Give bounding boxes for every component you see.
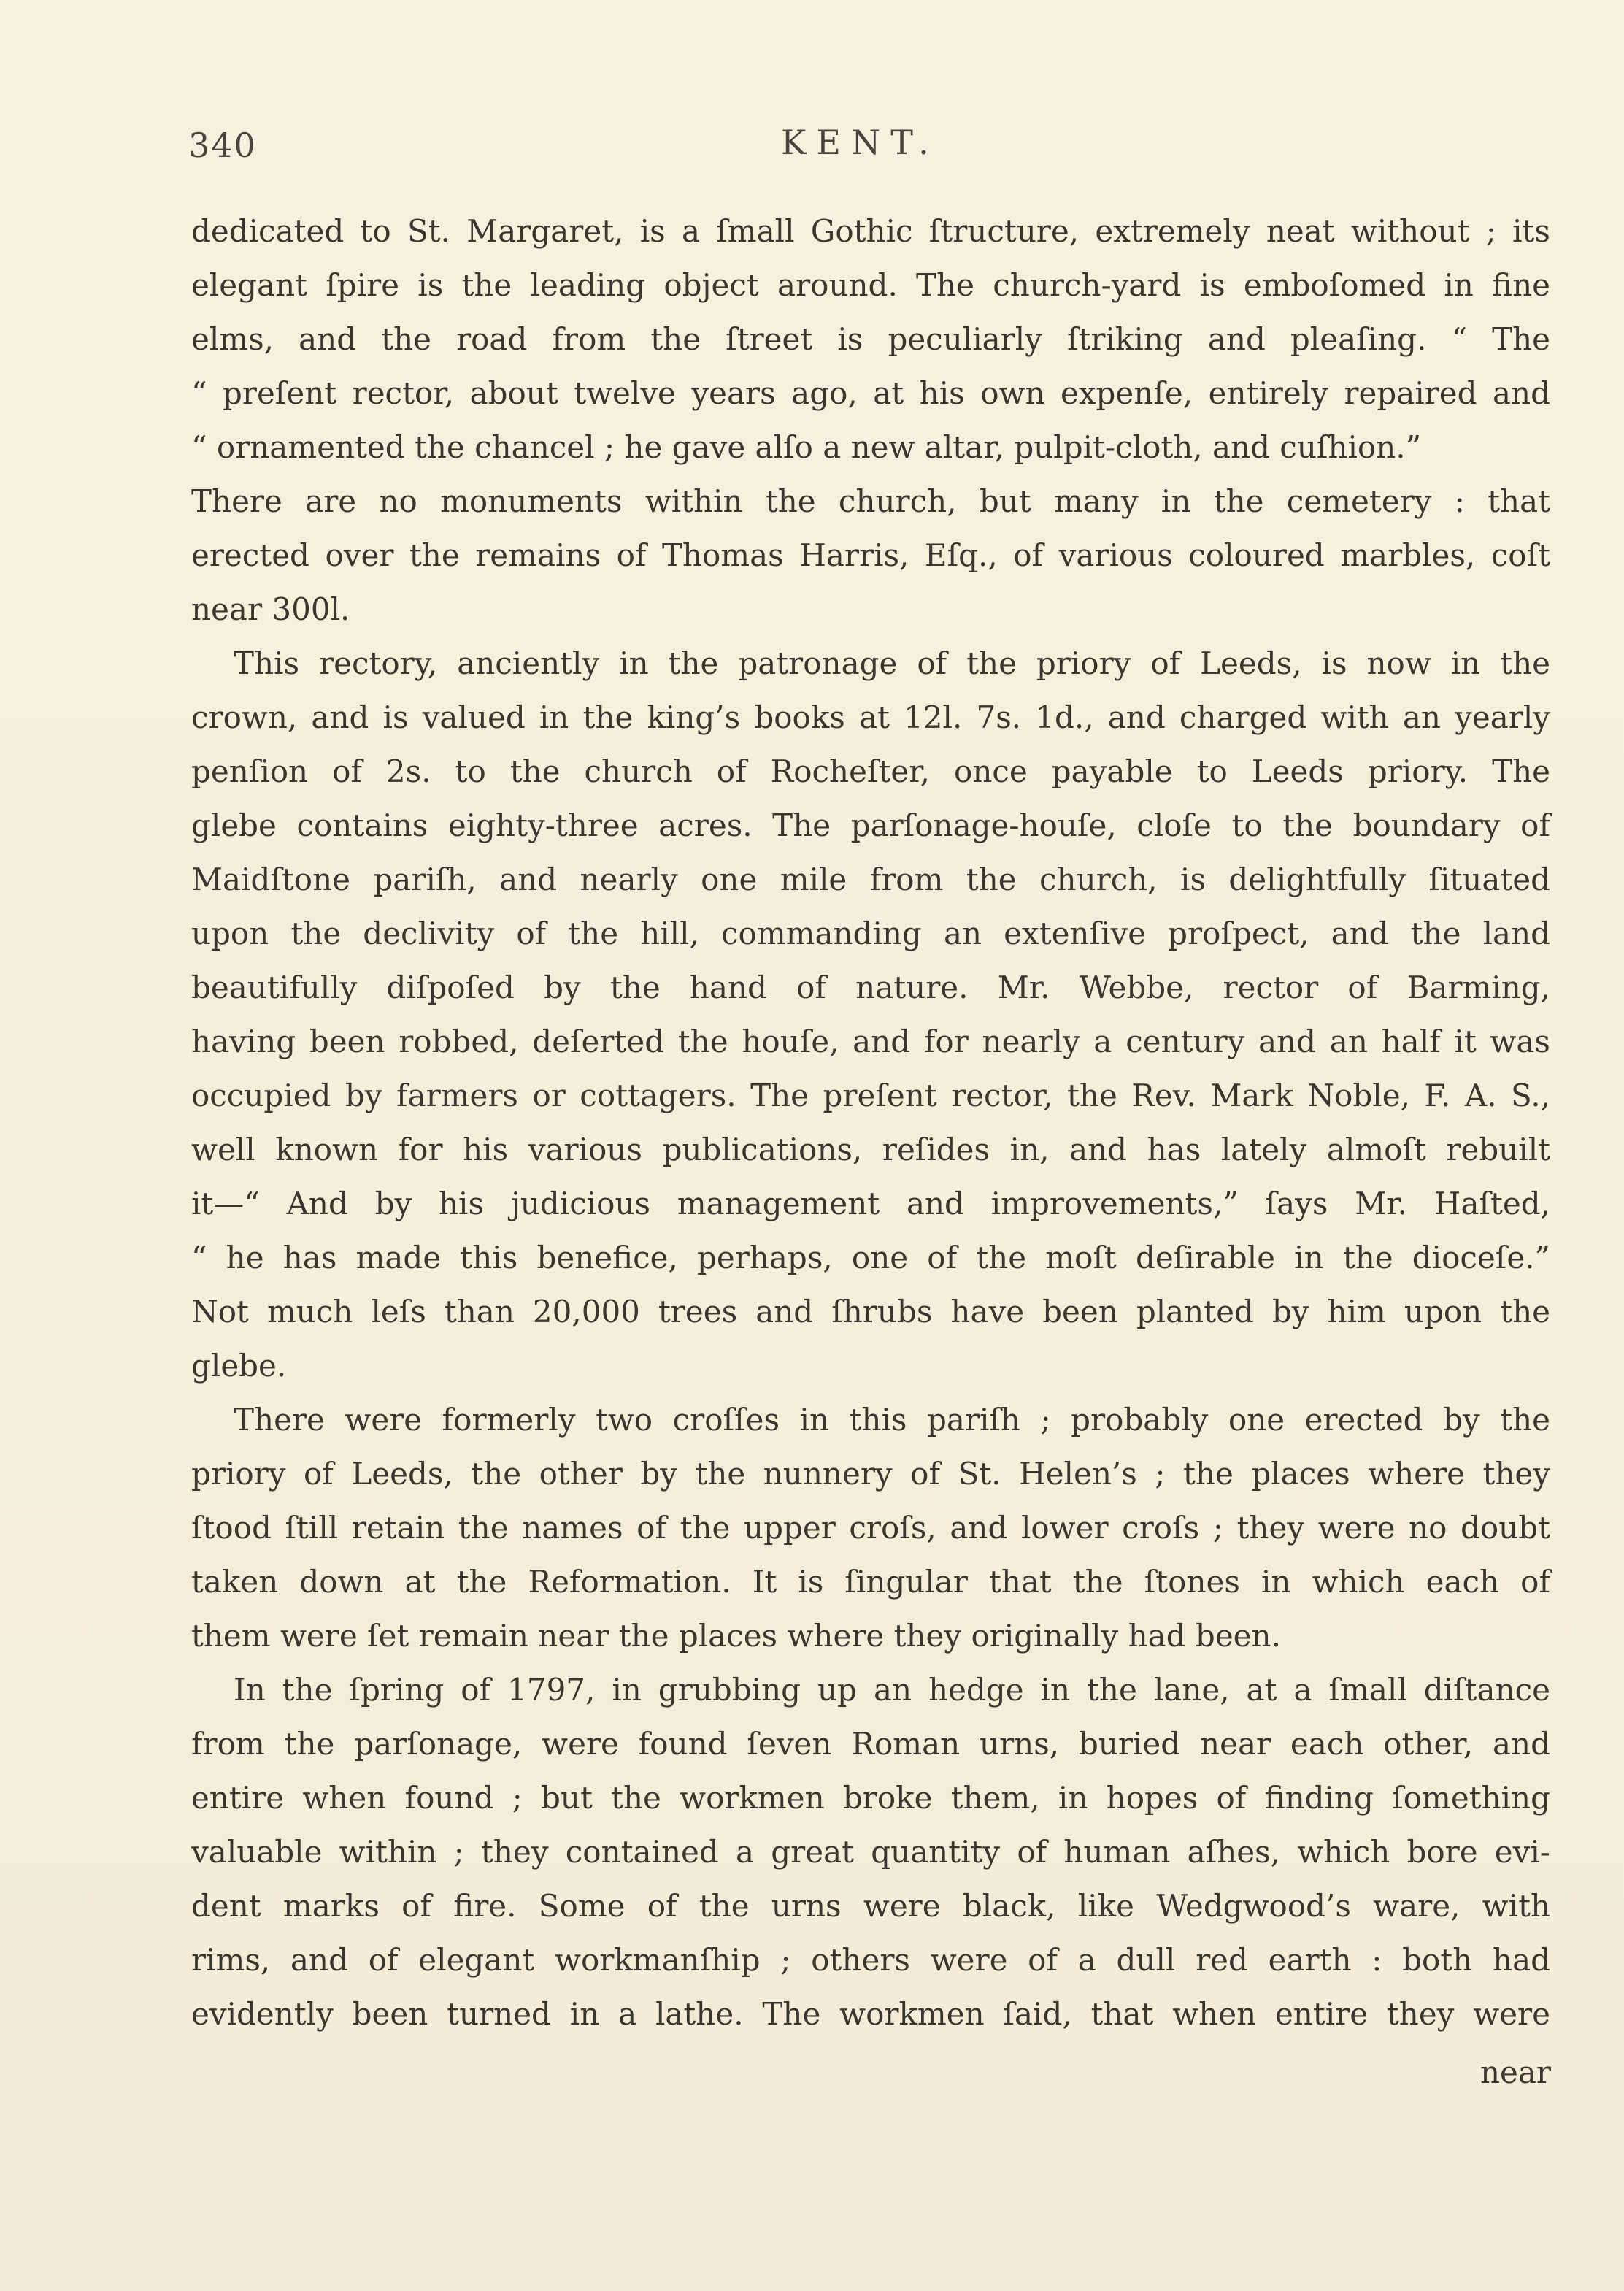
text-line: glebe. [191, 1348, 287, 1384]
text-line: There are no monuments within the church, but many in the cemetery : that [191, 483, 1550, 519]
text-line: it—“ And by his judicious management and improvements,” ſays Mr. Haſted, [191, 1186, 1550, 1221]
text-line: “ ornamented the chancel ; he gave alſo a new altar, pulpit-cloth, and cuſhion.” [191, 429, 1422, 465]
text-line: In the ſpring of 1797, in grubbing up an hedge in the lane, at a ſmall diſtance [234, 1672, 1550, 1708]
text-line: priory of Leeds, the other by the nunnery of St. Helen’s ; the places where they [191, 1456, 1550, 1492]
page-number: 340 [188, 126, 257, 165]
text-line: ſtood ſtill retain the names of the upper croſs, and lower croſs ; they were no doubt [191, 1510, 1550, 1546]
text-line: from the parſonage, were found ſeven Roman urns, buried near each other, and [191, 1726, 1550, 1762]
text-line: evidently been turned in a lathe. The workmen ſaid, that when entire they were [191, 1996, 1550, 2032]
text-line: valuable within ; they contained a great quantity of human aſhes, which bore evi- [191, 1834, 1550, 1870]
text-line: rims, and of elegant workmanſhip ; others were of a dull red earth : both had [191, 1942, 1550, 1978]
text-line: taken down at the Reformation. It is ſingular that the ſtones in which each of [191, 1564, 1550, 1600]
text-line: beautifully diſpoſed by the hand of nature. Mr. Webbe, rector of Barming, [191, 970, 1550, 1005]
text-line: Maidſtone pariſh, and nearly one mile from the church, is delightfully ſituated [191, 861, 1550, 897]
text-line: This rectory, anciently in the patronage of the priory of Leeds, is now in the [234, 645, 1550, 681]
text-line: elms, and the road from the ſtreet is peculiarly ſtriking and pleaſing. “ The [191, 321, 1550, 357]
text-line: well known for his various publications, reſides in, and has lately almoſt rebuilt [191, 1132, 1550, 1167]
text-line: them were ſet remain near the places where they originally had been. [191, 1618, 1281, 1654]
text-line: dent marks of fire. Some of the urns were black, like Wedgwood’s ware, with [191, 1888, 1550, 1924]
text-line: Not much leſs than 20,000 trees and ſhrubs have been planted by him upon the [191, 1294, 1550, 1329]
text-line: crown, and is valued in the king’s books at 12l. 7s. 1d., and charged with an yearly [191, 699, 1550, 735]
text-line: elegant ſpire is the leading object around. The church-yard is emboſomed in fine [191, 267, 1550, 303]
text-line: “ he has made this benefice, perhaps, one of the moſt deſirable in the dioceſe.” [191, 1240, 1550, 1275]
text-line: having been robbed, deſerted the houſe, and for nearly a century and an half it was [191, 1024, 1550, 1059]
text-line: occupied by farmers or cottagers. The preſent rector, the Rev. Mark Noble, F. A. S., [191, 1078, 1550, 1113]
running-head: KENT. [781, 123, 939, 162]
text-line: glebe contains eighty-three acres. The parſonage-houſe, cloſe to the boundary of [191, 807, 1550, 843]
text-line: “ preſent rector, about twelve years ago, at his own expenſe, entirely repaired and [191, 375, 1550, 411]
catchword: near [1479, 2054, 1551, 2090]
text-line: near 300l. [191, 591, 350, 627]
text-line: entire when found ; but the workmen broke them, in hopes of finding ſomething [191, 1780, 1550, 1816]
text-line: There were formerly two croſſes in this pariſh ; probably one erected by the [234, 1402, 1550, 1438]
text-line: upon the declivity of the hill, commanding an extenſive proſpect, and the land [191, 916, 1550, 951]
text-line: erected over the remains of Thomas Harris, Eſq., of various coloured marbles, coſt [191, 537, 1550, 573]
text-line: penſion of 2s. to the church of Rocheſter, once payable to Leeds priory. The [191, 753, 1550, 789]
text-line: dedicated to St. Margaret, is a ſmall Gothic ſtructure, extremely neat without ; its [191, 213, 1550, 249]
